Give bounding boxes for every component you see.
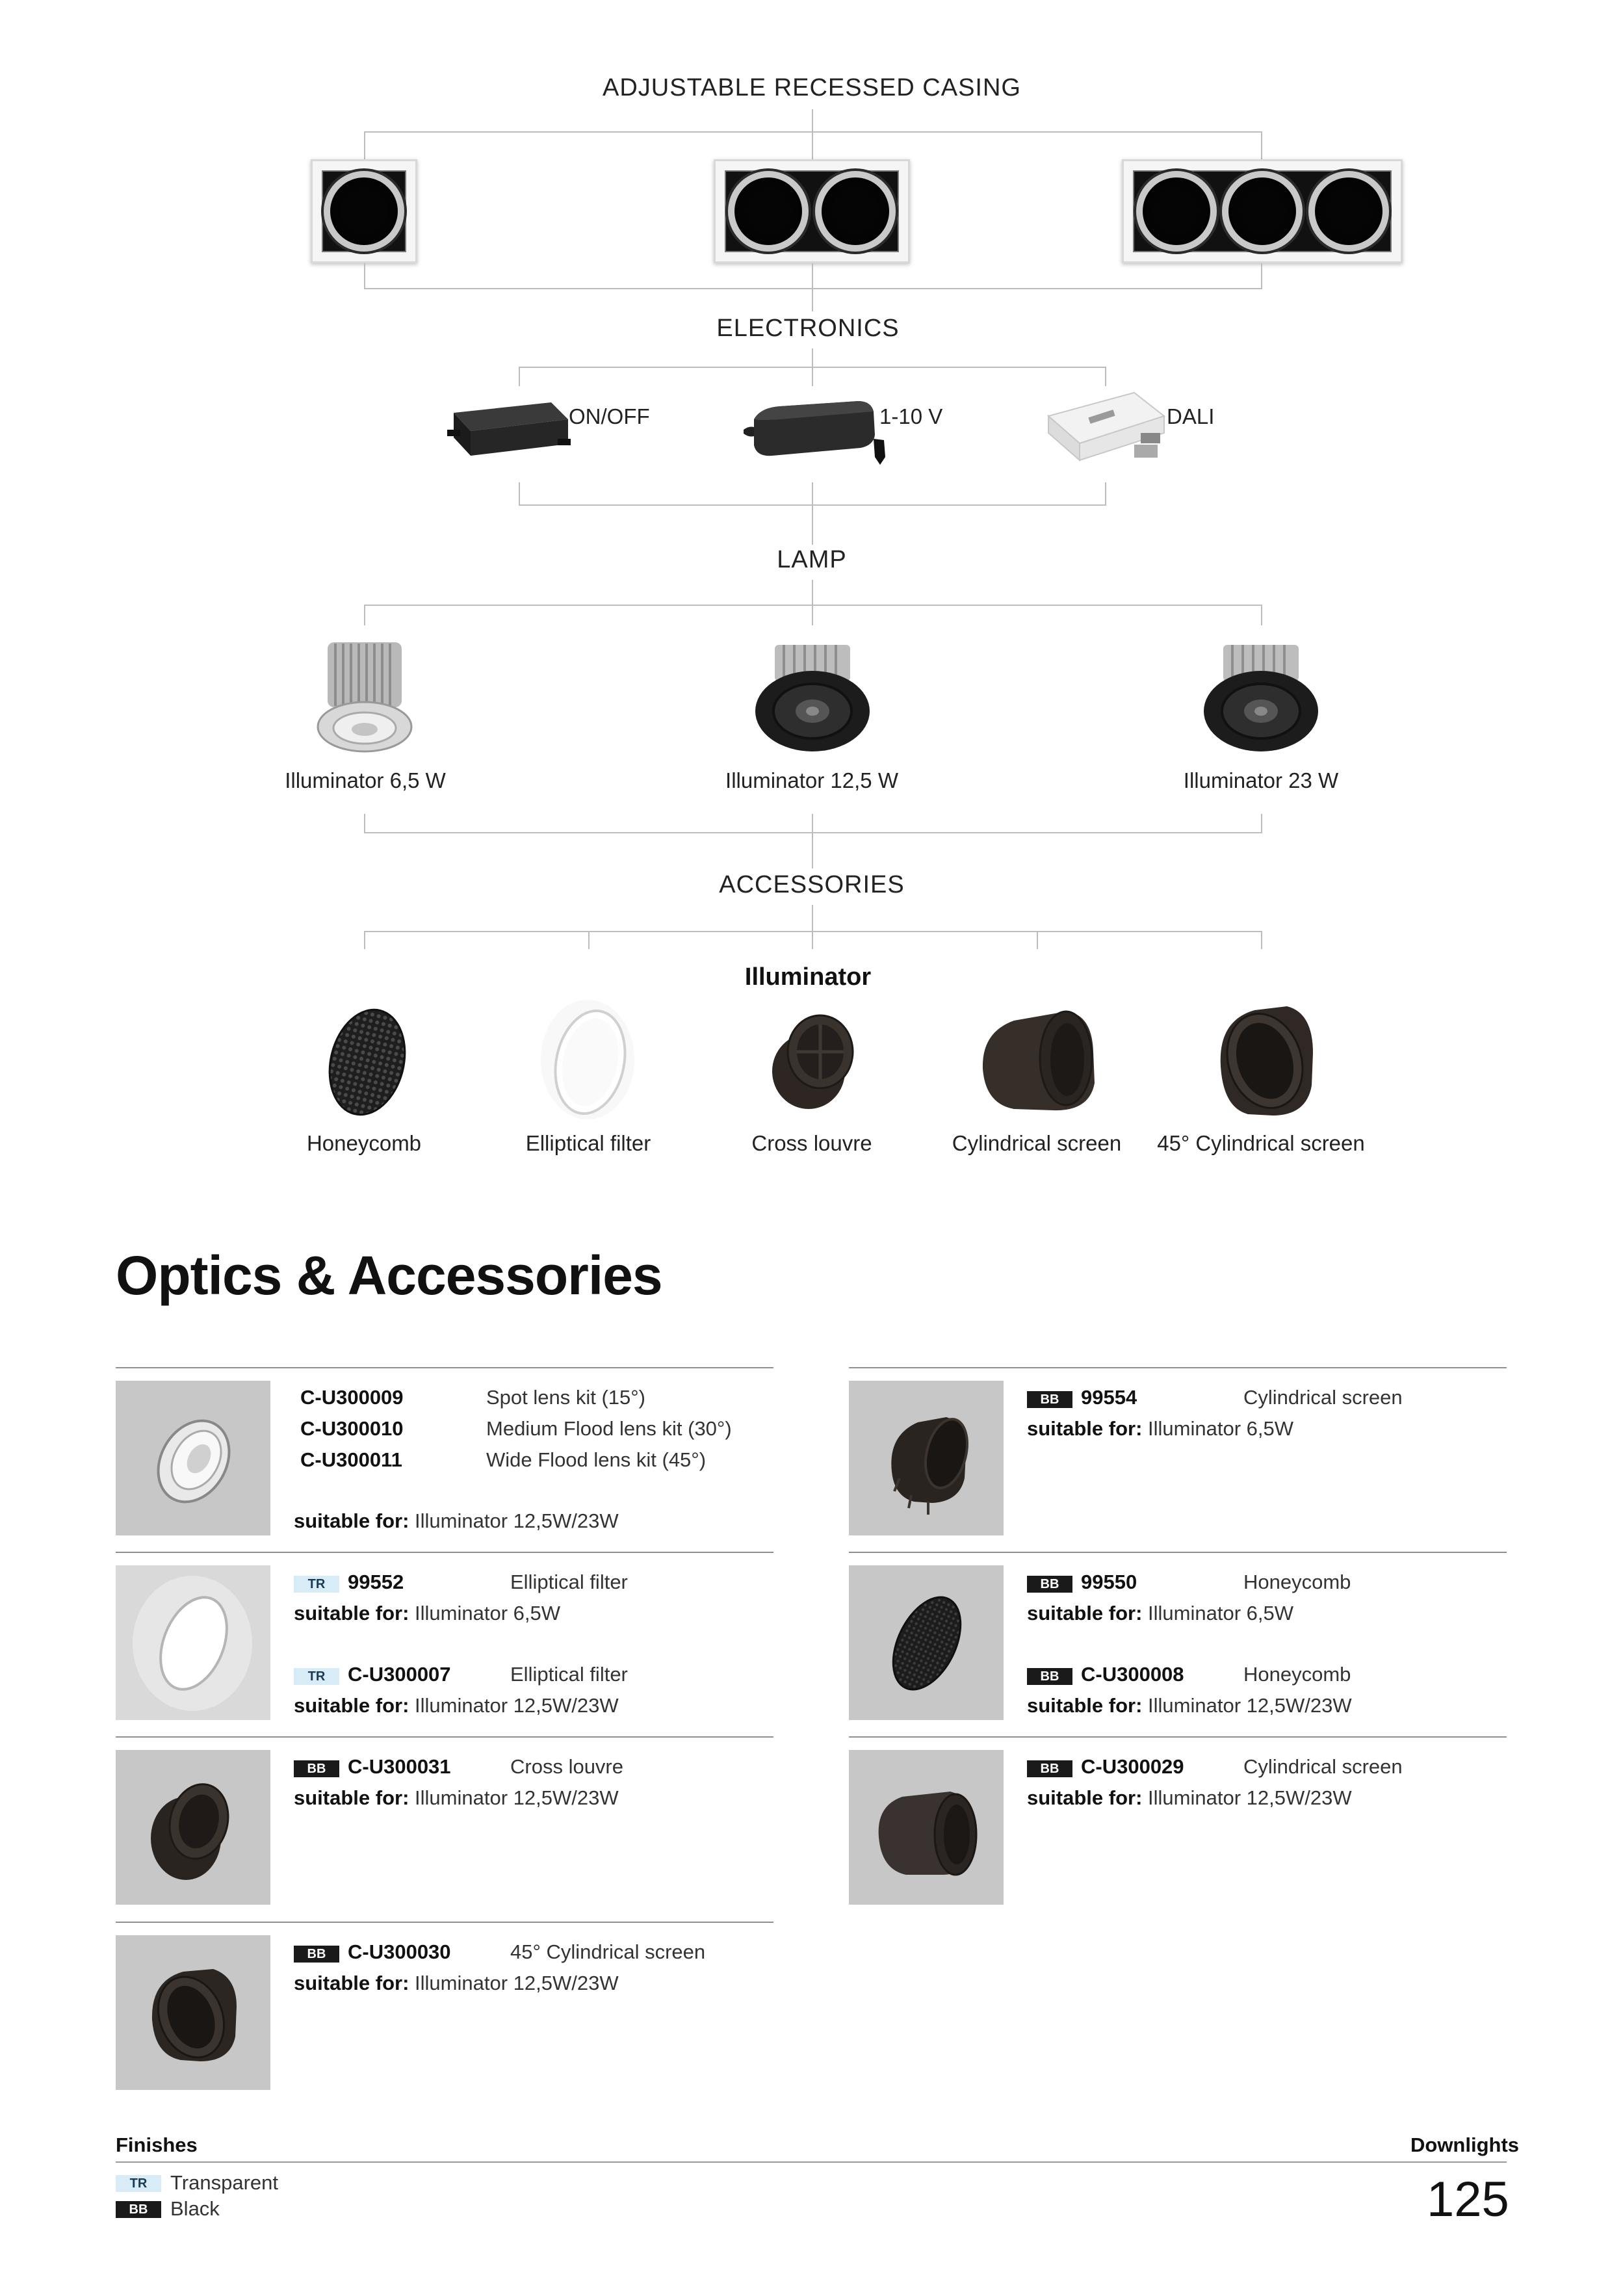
suitable-value: Illuminator 12,5W/23W <box>415 1509 619 1532</box>
casing-section-title: ADJUSTABLE RECESSED CASING <box>602 74 1022 101</box>
connector <box>364 288 1262 289</box>
connector <box>364 131 1262 133</box>
suitable-label: suitable for: <box>294 1602 409 1624</box>
product-description: Elliptical filter <box>510 1663 628 1686</box>
suitable-for <box>1027 1786 1352 1810</box>
product-thumbnail <box>116 1935 270 2090</box>
connector <box>364 931 365 949</box>
suitable-value: Illuminator 12,5W/23W <box>415 1972 619 1994</box>
connector <box>519 482 520 506</box>
dali-driver-image <box>1043 387 1169 476</box>
accessory-label: Cylindrical screen <box>952 1131 1122 1155</box>
divider <box>116 1552 773 1553</box>
accessory-label: Honeycomb <box>306 1131 422 1155</box>
finish-badge: BB <box>294 1946 339 1963</box>
product-description: Wide Flood lens kit (45°) <box>486 1448 707 1471</box>
cross-louvre-image <box>116 1750 270 1905</box>
product-code: C-U300030 <box>348 1940 451 1963</box>
divider <box>116 1922 773 1923</box>
product-code: 99554 <box>1081 1386 1137 1409</box>
finish-badge: BB <box>1027 1391 1072 1408</box>
product-thumbnail <box>116 1565 270 1720</box>
product-code: C-U300007 <box>348 1663 451 1686</box>
suitable-value: Illuminator 12,5W/23W <box>1148 1786 1352 1809</box>
accessories-subtitle: Illuminator <box>744 963 872 991</box>
45-cylindrical-screen-image <box>116 1935 270 2090</box>
divider <box>849 1736 1507 1738</box>
lamp-label: Illuminator 6,5 W <box>285 768 446 792</box>
product-row <box>300 1448 402 1472</box>
connector <box>1105 367 1106 386</box>
connector <box>812 288 813 311</box>
product-thumbnail <box>849 1565 1004 1720</box>
connector <box>1261 814 1262 833</box>
connector <box>812 605 813 625</box>
product-description: Honeycomb <box>1243 1663 1351 1686</box>
lens-kit-image <box>116 1381 270 1535</box>
accessory-label: Elliptical filter <box>525 1131 651 1155</box>
illuminator-23w-image <box>1200 640 1322 754</box>
electronics-label: 1-10 V <box>879 404 943 428</box>
finish-label: Black <box>170 2197 220 2220</box>
honeycomb-image <box>849 1565 1004 1720</box>
connector <box>812 131 813 163</box>
product-code: C-U300011 <box>300 1448 402 1471</box>
suitable-value: Illuminator 12,5W/23W <box>415 1786 619 1809</box>
finish-label: Transparent <box>170 2171 278 2194</box>
connector <box>1105 482 1106 506</box>
product-description: Honeycomb <box>1243 1571 1351 1593</box>
suitable-for <box>294 1972 619 1995</box>
connector <box>812 931 813 949</box>
connector <box>1261 263 1262 289</box>
product-code-wrap <box>348 1940 451 1964</box>
connector <box>812 580 813 606</box>
suitable-value: Illuminator 6,5W <box>1148 1417 1293 1440</box>
product-thumbnail <box>116 1381 270 1535</box>
divider <box>849 1552 1507 1553</box>
connector <box>1261 931 1262 949</box>
connector <box>812 109 813 133</box>
honeycomb-image <box>325 1005 409 1119</box>
product-row <box>300 1386 404 1409</box>
product-description: Cylindrical screen <box>1243 1386 1403 1409</box>
category-label: Downlights <box>1410 2133 1520 2156</box>
suitable-label: suitable for: <box>1027 1417 1143 1440</box>
suitable-label: suitable for: <box>294 1694 409 1717</box>
dimmable-driver-image <box>741 393 888 471</box>
connector <box>588 931 590 949</box>
product-thumbnail <box>849 1750 1004 1905</box>
product-description: Medium Flood lens kit (30°) <box>486 1417 732 1440</box>
finish-badge: BB <box>294 1760 339 1777</box>
45-cylindrical-screen-image <box>1209 1001 1319 1121</box>
light-ring <box>324 171 404 252</box>
product-code-wrap <box>1081 1663 1184 1686</box>
product-code: C-U300029 <box>1081 1755 1184 1778</box>
connector <box>519 367 520 386</box>
elliptical-filter-image <box>533 995 643 1125</box>
divider <box>116 1367 773 1368</box>
casing-double-image <box>714 159 910 263</box>
connector <box>812 832 813 868</box>
casing-triple-image <box>1122 159 1403 263</box>
connector <box>1261 131 1262 163</box>
cylindrical-screen-image <box>849 1381 1004 1535</box>
suitable-label: suitable for: <box>294 1786 409 1809</box>
page-title: Optics & Accessories <box>116 1245 662 1306</box>
product-code-wrap <box>1081 1386 1137 1409</box>
product-code: C-U300008 <box>1081 1663 1184 1686</box>
connector <box>812 504 813 545</box>
cylindrical-screen-image <box>849 1750 1004 1905</box>
connector <box>364 605 365 625</box>
suitable-for <box>294 1509 619 1533</box>
light-ring <box>728 171 809 252</box>
product-description: 45° Cylindrical screen <box>510 1940 706 1963</box>
suitable-for <box>294 1694 619 1717</box>
suitable-for <box>294 1602 560 1625</box>
lamp-section-title: LAMP <box>777 546 847 573</box>
illuminator-12-5w-image <box>751 640 874 754</box>
electronics-label: DALI <box>1167 404 1215 428</box>
light-ring <box>1136 171 1217 252</box>
suitable-value: Illuminator 6,5W <box>1148 1602 1293 1624</box>
accessory-label: 45° Cylindrical screen <box>1157 1131 1365 1155</box>
light-ring <box>1222 171 1303 252</box>
light-ring <box>1308 171 1389 252</box>
suitable-for <box>1027 1694 1352 1717</box>
accessory-label: Cross louvre <box>751 1131 872 1155</box>
cylindrical-screen-image <box>975 1006 1098 1117</box>
suitable-label: suitable for: <box>1027 1602 1143 1624</box>
elliptical-filter-image <box>116 1565 270 1720</box>
light-ring <box>815 171 896 252</box>
divider <box>116 1736 773 1738</box>
suitable-label: suitable for: <box>294 1972 409 1994</box>
divider <box>849 1367 1507 1368</box>
lamp-label: Illuminator 23 W <box>1183 768 1339 792</box>
connector <box>812 482 813 506</box>
product-code-wrap <box>348 1663 451 1686</box>
connector <box>812 348 813 368</box>
finish-badge: BB <box>1027 1576 1072 1593</box>
finishes-title: Finishes <box>116 2133 198 2156</box>
suitable-for <box>294 1786 619 1810</box>
connector <box>364 814 365 833</box>
product-description: Elliptical filter <box>510 1571 628 1593</box>
connector <box>812 905 813 932</box>
lamp-label: Illuminator 12,5 W <box>725 768 898 792</box>
product-code: C-U300009 <box>300 1386 404 1409</box>
electronics-label: ON/OFF <box>569 404 650 428</box>
suitable-value: Illuminator 12,5W/23W <box>1148 1694 1352 1717</box>
suitable-label: suitable for: <box>1027 1786 1143 1809</box>
connector <box>1261 605 1262 625</box>
product-description: Cylindrical screen <box>1243 1755 1403 1778</box>
casing-single-image <box>311 159 417 263</box>
product-thumbnail <box>849 1381 1004 1535</box>
suitable-label: suitable for: <box>294 1509 409 1532</box>
connector <box>364 931 1262 932</box>
finish-badge: BB <box>1027 1760 1072 1777</box>
product-code-wrap <box>348 1571 404 1594</box>
footer-divider <box>116 2161 1507 2163</box>
connector <box>364 263 365 289</box>
product-code-wrap <box>348 1755 451 1779</box>
connector <box>364 605 1262 606</box>
suitable-for <box>1027 1417 1293 1441</box>
suitable-value: Illuminator 12,5W/23W <box>415 1694 619 1717</box>
suitable-label: suitable for: <box>1027 1694 1143 1717</box>
connector <box>364 832 1262 833</box>
suitable-for <box>1027 1602 1293 1625</box>
on-off-driver-image <box>447 393 573 465</box>
finish-badge: BB <box>116 2201 161 2218</box>
cross-louvre-image <box>763 1009 861 1113</box>
product-code-wrap <box>1081 1571 1137 1594</box>
illuminator-6-5w-image <box>313 638 416 755</box>
product-row <box>300 1417 404 1441</box>
product-description: Spot lens kit (15°) <box>486 1386 646 1409</box>
electronics-section-title: ELECTRONICS <box>716 315 900 342</box>
product-code: 99552 <box>348 1571 404 1593</box>
accessories-section-title: ACCESSORIES <box>719 871 905 898</box>
product-thumbnail <box>116 1750 270 1905</box>
finish-badge: BB <box>1027 1668 1072 1685</box>
product-code: C-U300010 <box>300 1417 404 1440</box>
finish-badge: TR <box>294 1668 339 1685</box>
product-description: Cross louvre <box>510 1755 623 1778</box>
product-code-wrap <box>1081 1755 1184 1779</box>
suitable-value: Illuminator 6,5W <box>415 1602 560 1624</box>
finish-badge: TR <box>116 2175 161 2192</box>
connector <box>812 814 813 833</box>
connector <box>812 263 813 289</box>
product-code: C-U300031 <box>348 1755 451 1778</box>
finish-badge: TR <box>294 1576 339 1593</box>
page-number: 125 <box>1427 2172 1509 2227</box>
connector <box>812 367 813 386</box>
connector <box>1037 931 1038 949</box>
product-code: 99550 <box>1081 1571 1137 1593</box>
connector <box>364 131 365 163</box>
